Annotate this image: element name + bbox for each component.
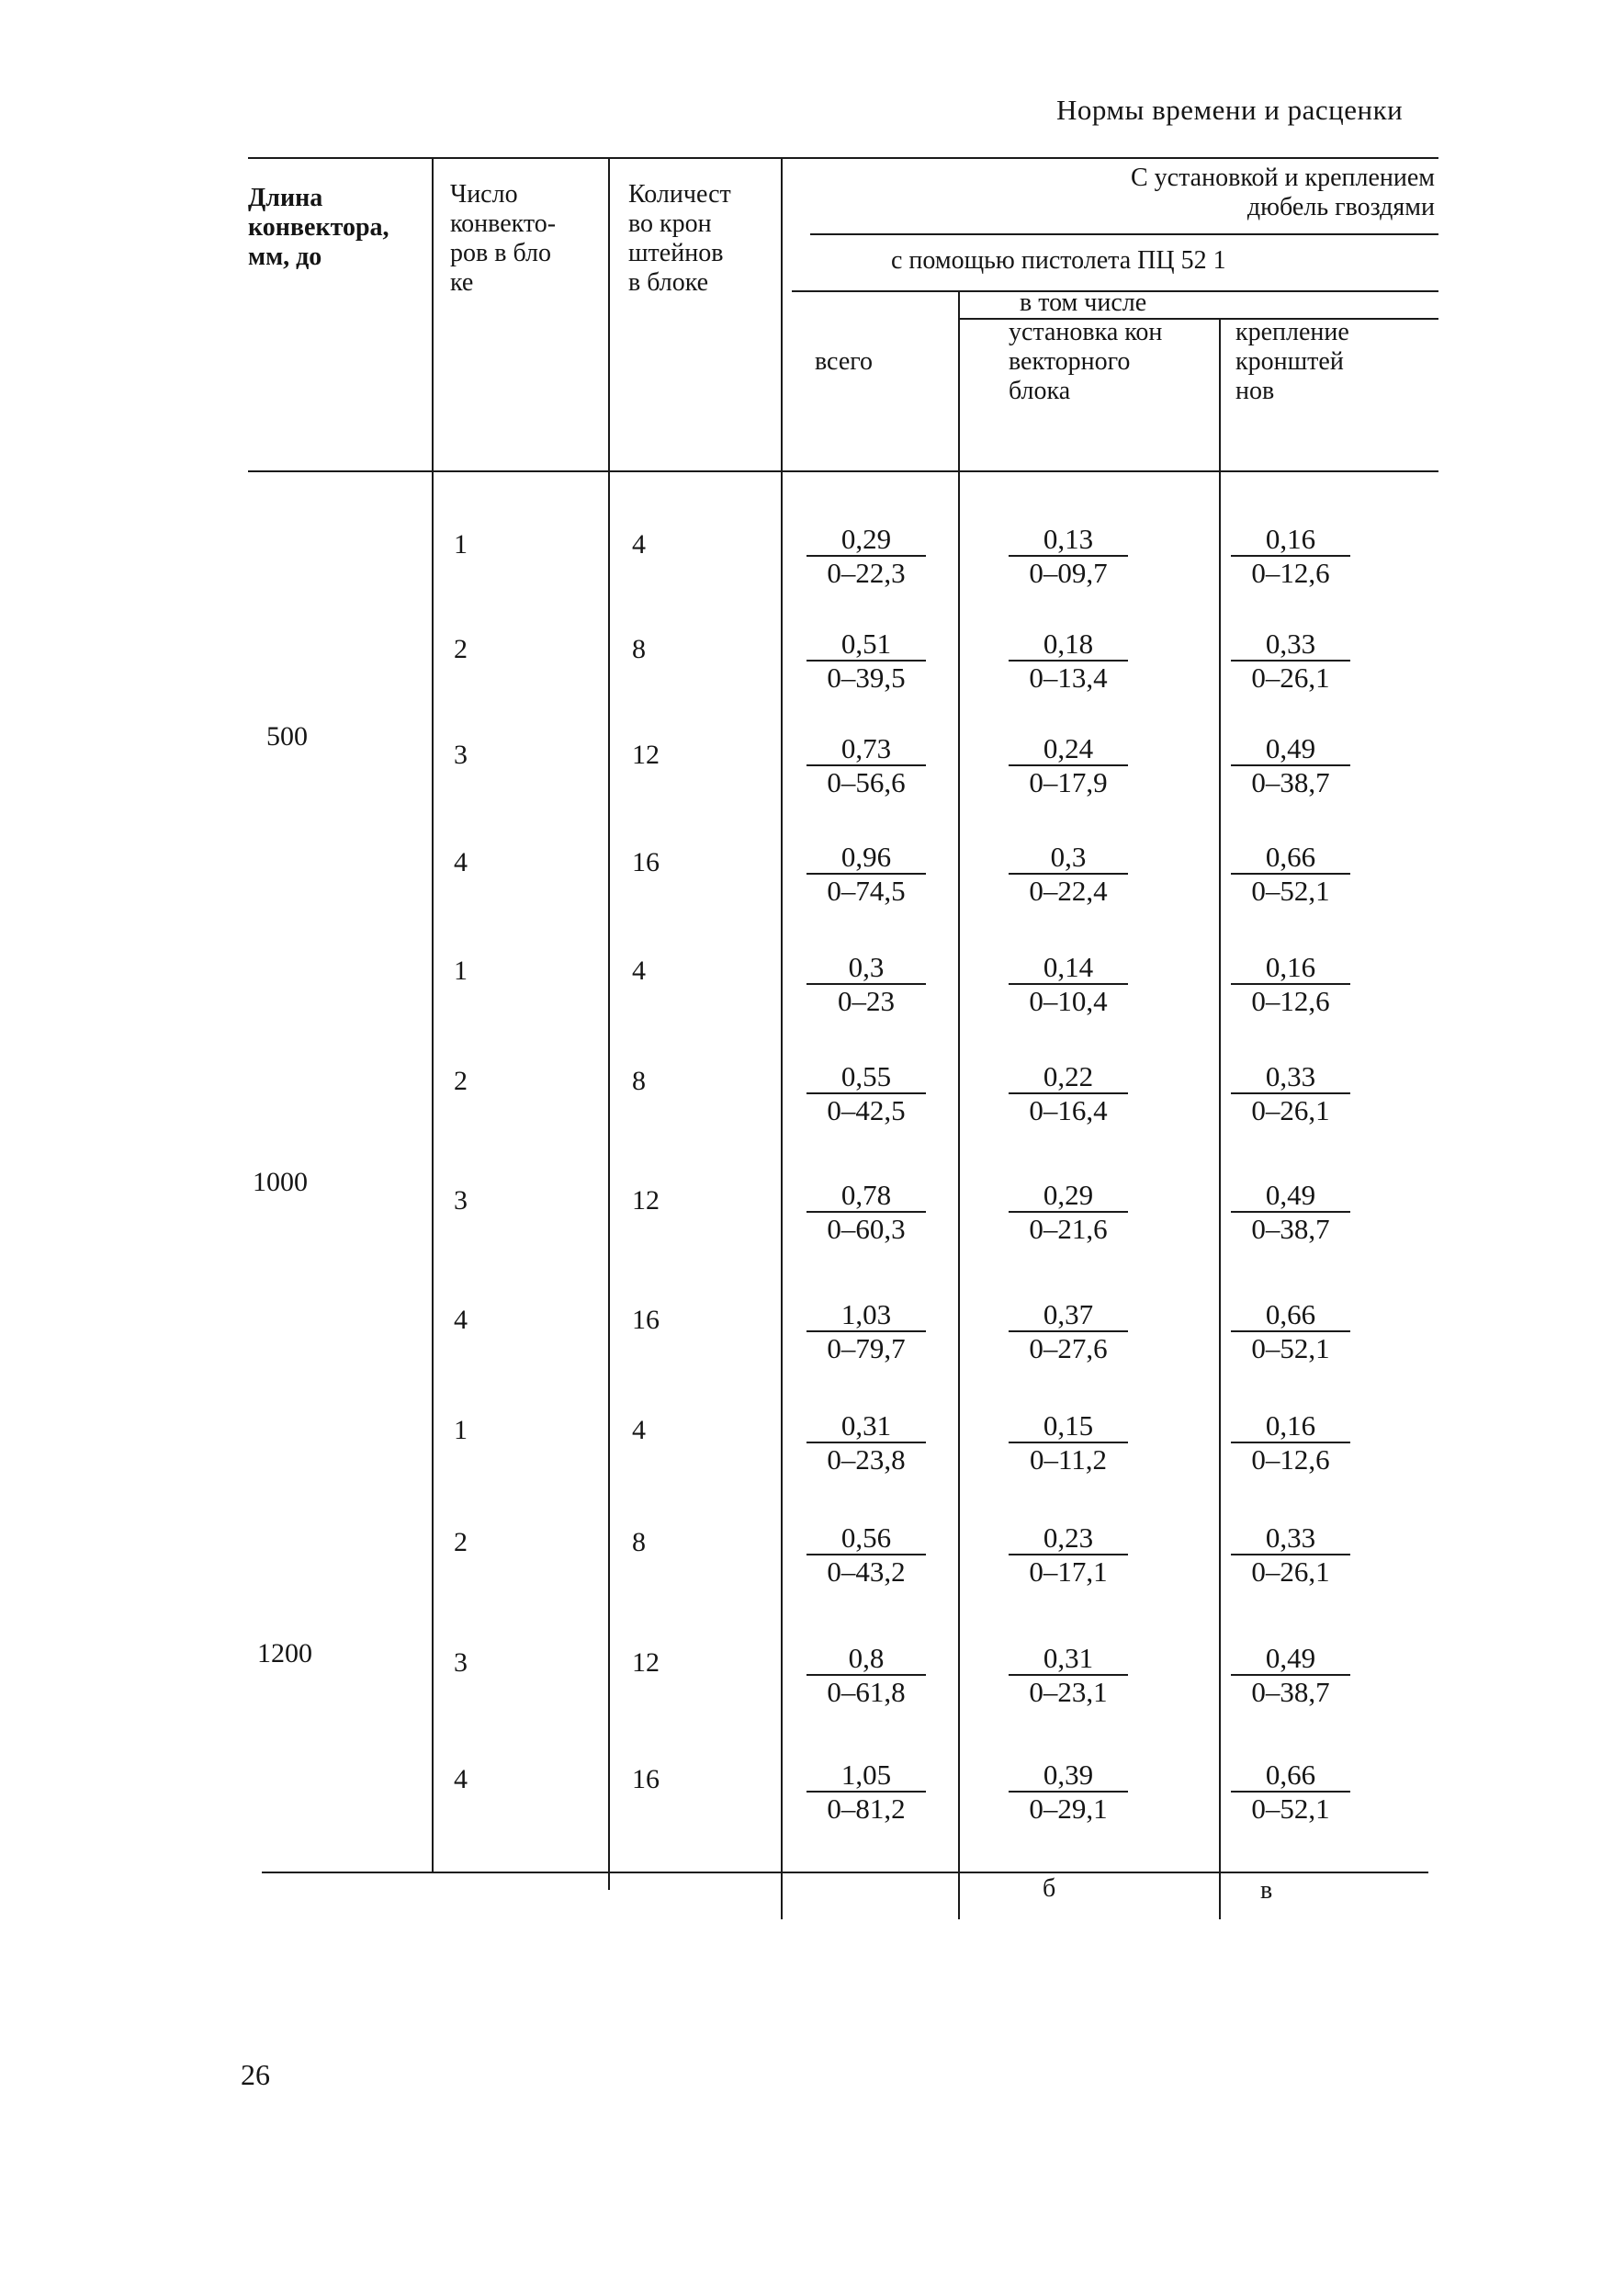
group-header-installation: С установкой и креплением дюбель гвоздями [1131,164,1435,221]
bracket-count-cell: 12 [632,1647,660,1678]
norm-install-cell: $\frac{0,39}{0-29,1}$ [1009,1759,1128,1826]
norm-install-cell: $\frac{0,18}{0-13,4}$ [1009,628,1128,695]
length-label: 1000 [253,1167,308,1197]
bracket-count-cell: 8 [632,1527,646,1557]
norm-install-cell: $\frac{0,13}{0-09,7}$ [1009,524,1128,590]
norm-install-cell: $\frac{0,22}{0-16,4}$ [1009,1061,1128,1127]
convector-count-cell: 3 [454,1185,468,1216]
norm-fasten-cell: $\frac{0,49}{0-38,7}$ [1231,733,1350,799]
col-header-install-block: установка кон векторного блока [1009,318,1163,405]
norm-fasten-cell: $\frac{0,16}{0-12,6}$ [1231,524,1350,590]
norm-install-cell: $\frac{0,15}{0-11,2}$ [1009,1410,1128,1476]
length-label: 1200 [257,1638,312,1668]
header-including: в том числе [1020,288,1147,317]
norm-total-cell: $\frac{0,96}{0-74,5}$ [806,842,926,908]
norm-install-cell: $\frac{0,23}{0-17,1}$ [1009,1522,1128,1589]
norm-total-cell: $\frac{1,03}{0-79,7}$ [806,1299,926,1365]
norm-total-cell: $\frac{0,3}{0-23}$ [806,952,926,1018]
norm-install-cell: $\frac{0,3}{0-22,4}$ [1009,842,1128,908]
convector-count-cell: 1 [454,956,468,986]
bracket-count-cell: 16 [632,1305,660,1335]
norm-total-cell: $\frac{0,78}{0-60,3}$ [806,1180,926,1246]
norm-total-cell: $\frac{0,55}{0-42,5}$ [806,1061,926,1127]
bracket-count-cell: 8 [632,634,646,664]
norm-install-cell: $\frac{0,37}{0-27,6}$ [1009,1299,1128,1365]
subgroup-header-pistol: с помощью пистолета ПЦ 52 1 [891,246,1226,275]
bracket-count-cell: 16 [632,1764,660,1794]
convector-count-cell: 2 [454,1066,468,1096]
norm-total-cell: $\frac{0,56}{0-43,2}$ [806,1522,926,1589]
convector-count-cell: 4 [454,847,468,877]
norm-install-cell: $\frac{0,24}{0-17,9}$ [1009,733,1128,799]
col-header-fastening: крепление кронштей нов [1235,318,1349,405]
norm-fasten-cell: $\frac{0,49}{0-38,7}$ [1231,1643,1350,1709]
norm-fasten-cell: $\frac{0,16}{0-12,6}$ [1231,1410,1350,1476]
bracket-count-cell: 12 [632,740,660,770]
page-number: 26 [241,2058,270,2091]
bracket-count-cell: 4 [632,529,646,560]
bracket-count-cell: 4 [632,1415,646,1445]
column-letter-b: б [1043,1874,1056,1903]
norm-total-cell: $\frac{0,73}{0-56,6}$ [806,733,926,799]
convector-count-cell: 4 [454,1305,468,1335]
page-header-title: Нормы времени и расценки [1056,94,1404,126]
norm-fasten-cell: $\frac{0,33}{0-26,1}$ [1231,1522,1350,1589]
convector-count-cell: 1 [454,1415,468,1445]
bracket-count-cell: 8 [632,1066,646,1096]
norm-fasten-cell: $\frac{0,66}{0-52,1}$ [1231,1299,1350,1365]
col-header-length: Длина конвектора, мм, до [248,184,389,271]
convector-count-cell: 2 [454,634,468,664]
norm-total-cell: $\frac{0,8}{0-61,8}$ [806,1643,926,1709]
norm-fasten-cell: $\frac{0,33}{0-26,1}$ [1231,628,1350,695]
norm-fasten-cell: $\frac{0,66}{0-52,1}$ [1231,1759,1350,1826]
bracket-count-cell: 16 [632,847,660,877]
norm-fasten-cell: $\frac{0,33}{0-26,1}$ [1231,1061,1350,1127]
bracket-count-cell: 12 [632,1185,660,1216]
column-letter-v: в [1260,1876,1273,1905]
norm-fasten-cell: $\frac{0,49}{0-38,7}$ [1231,1180,1350,1246]
norm-fasten-cell: $\frac{0,16}{0-12,6}$ [1231,952,1350,1018]
norm-install-cell: $\frac{0,14}{0-10,4}$ [1009,952,1128,1018]
norm-total-cell: $\frac{0,29}{0-22,3}$ [806,524,926,590]
col-header-total: всего [815,347,874,376]
col-header-bracket-count: Количест во крон штейнов в блоке [628,180,731,297]
norm-install-cell: $\frac{0,31}{0-23,1}$ [1009,1643,1128,1709]
bracket-count-cell: 4 [632,956,646,986]
length-label: 500 [266,721,308,752]
norm-fasten-cell: $\frac{0,66}{0-52,1}$ [1231,842,1350,908]
convector-count-cell: 4 [454,1764,468,1794]
convector-count-cell: 3 [454,1647,468,1678]
norm-total-cell: $\frac{1,05}{0-81,2}$ [806,1759,926,1826]
norm-total-cell: $\frac{0,51}{0-39,5}$ [806,628,926,695]
convector-count-cell: 2 [454,1527,468,1557]
norm-install-cell: $\frac{0,29}{0-21,6}$ [1009,1180,1128,1246]
norm-total-cell: $\frac{0,31}{0-23,8}$ [806,1410,926,1476]
col-header-convector-count: Число конвекто- ров в бло ке [450,180,557,297]
convector-count-cell: 1 [454,529,468,560]
convector-count-cell: 3 [454,740,468,770]
